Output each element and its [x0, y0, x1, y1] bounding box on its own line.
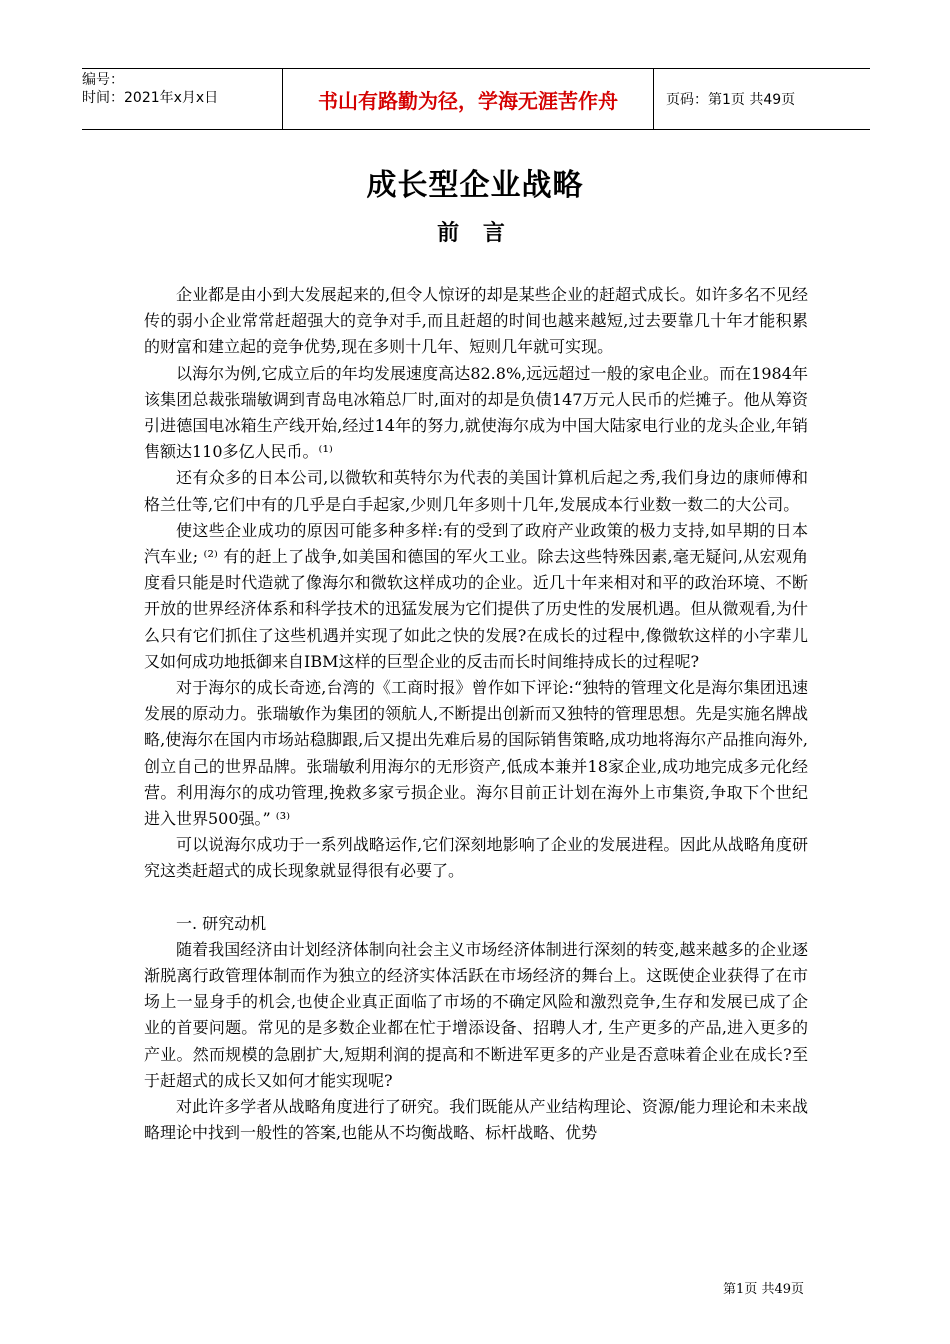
date-label: 时间：2021年x月x日	[82, 90, 219, 106]
paragraph: 企业都是由小到大发展起来的,但令人惊讶的却是某些企业的赶超式成长。如许多名不见经传的弱小企业常常赶超强大的竞争对手,而且赶超的时间也越来越短,过去要靠几十年才能积累的财富和建立起的竞争优势,现在多则十几年、短则几年就可实现。	[144, 285, 808, 357]
header-page-label: 页码：第1页 共49页	[666, 92, 796, 108]
body-text	[144, 282, 808, 1147]
paragraph: 可以说海尔成功于一系列战略运作,它们深刻地影响了企业的发展进程。因此从战略角度研究这类赶超式的成长现象就显得很有必要了。	[144, 835, 808, 881]
paragraph: 随着我国经济由计划经济体制向社会主义市场经济体制进行深刻的转变,越来越多的企业逐渐脱离行政管理体制而作为独立的经济实体活跃在市场经济的舞台上。这既使企业获得了在市场上一显身手的机会,也使企业真正面临了市场的不确定风险和激烈竞争,生存和发展已成了企业的首要问题。常见的是多数企业都在忙于增添设备、招聘人才, 生产更多的产品,进入更多的产业。然而规模的急剧扩大,短期利润的提高和不断进军更多的产业是否意味着企业在成长?至于赶超式的成长又如何才能实现呢?	[144, 939, 808, 1090]
header-info	[82, 69, 282, 129]
serial-label: 编号：	[82, 72, 124, 88]
paragraph: 对于海尔的成长奇迹,台湾的《工商时报》曾作如下评论:“独特的管理文化是海尔集团迅速发展的原动力。张瑞敏作为集团的领航人,不断提出创新而又独特的管理思想。先是实施名牌战略,使海尔在国内市场站稳脚跟,后又提出先难后易的国际销售策略,成功地将海尔产品推向海外,创立自己的世界品牌。张瑞敏利用海尔的无形资产,低成本兼并18家企业,成功地完成多元化经营。利用海尔的成功管理,挽救多家亏损企业。海尔目前正计划在海外上市集资,争取下个世纪进入世界500强。” ⁽³⁾	[144, 678, 808, 829]
section-heading-preface: 前 言	[437, 221, 513, 246]
paragraph: 还有众多的日本公司,以微软和英特尔为代表的美国计算机后起之秀,我们身边的康师傅和格兰仕等,它们中有的几乎是白手起家,少则几年多则十几年,发展成本行业数一数二的大公司。	[144, 468, 808, 514]
paragraph: 对此许多学者从战略角度进行了研究。我们既能从产业结构理论、资源/能力理论和未来战略理论中找到一般性的答案,也能从不均衡战略、标杆战略、优势	[144, 1097, 808, 1143]
paragraph: 以海尔为例,它成立后的年均发展速度高达82.8%,远远超过一般的家电企业。而在1984年该集团总裁张瑞敏调到青岛电冰箱总厂时,面对的却是负债147万元人民币的烂摊子。他从筹资引进德国电冰箱生产线开始,经过14年的努力,就使海尔成为中国大陆家电行业的龙头企业,年销售额达110多亿人民币。⁽¹⁾	[144, 363, 808, 462]
page-header	[82, 68, 870, 130]
document-title: 成长型企业战略	[366, 168, 584, 203]
page-footer: 第1页 共49页	[723, 1282, 804, 1297]
section-heading-motivation: 一. 研究动机	[176, 913, 267, 933]
header-motto: 书山有路勤为径，学海无涯苦作舟	[282, 69, 654, 129]
paragraph: 使这些企业成功的原因可能多种多样:有的受到了政府产业政策的极力支持,如早期的日本汽车业; ⁽²⁾ 有的赶上了战争,如美国和德国的军火工业。除去这些特殊因素,毫无疑问,从宏观角度看只能是时代造就了像海尔和微软这样成功的企业。近几十年来相对和平的政治环境、不断开放的世界经济体系和科学技术的迅猛发展为它们提供了历史性的发展机遇。但从微观看,为什么只有它们抓住了这些机遇并实现了如此之快的发展?在成长的过程中,像微软这样的小字辈儿又如何成功地抵御来自IBM这样的巨型企业的反击而长时间维持成长的过程呢?	[144, 520, 808, 671]
